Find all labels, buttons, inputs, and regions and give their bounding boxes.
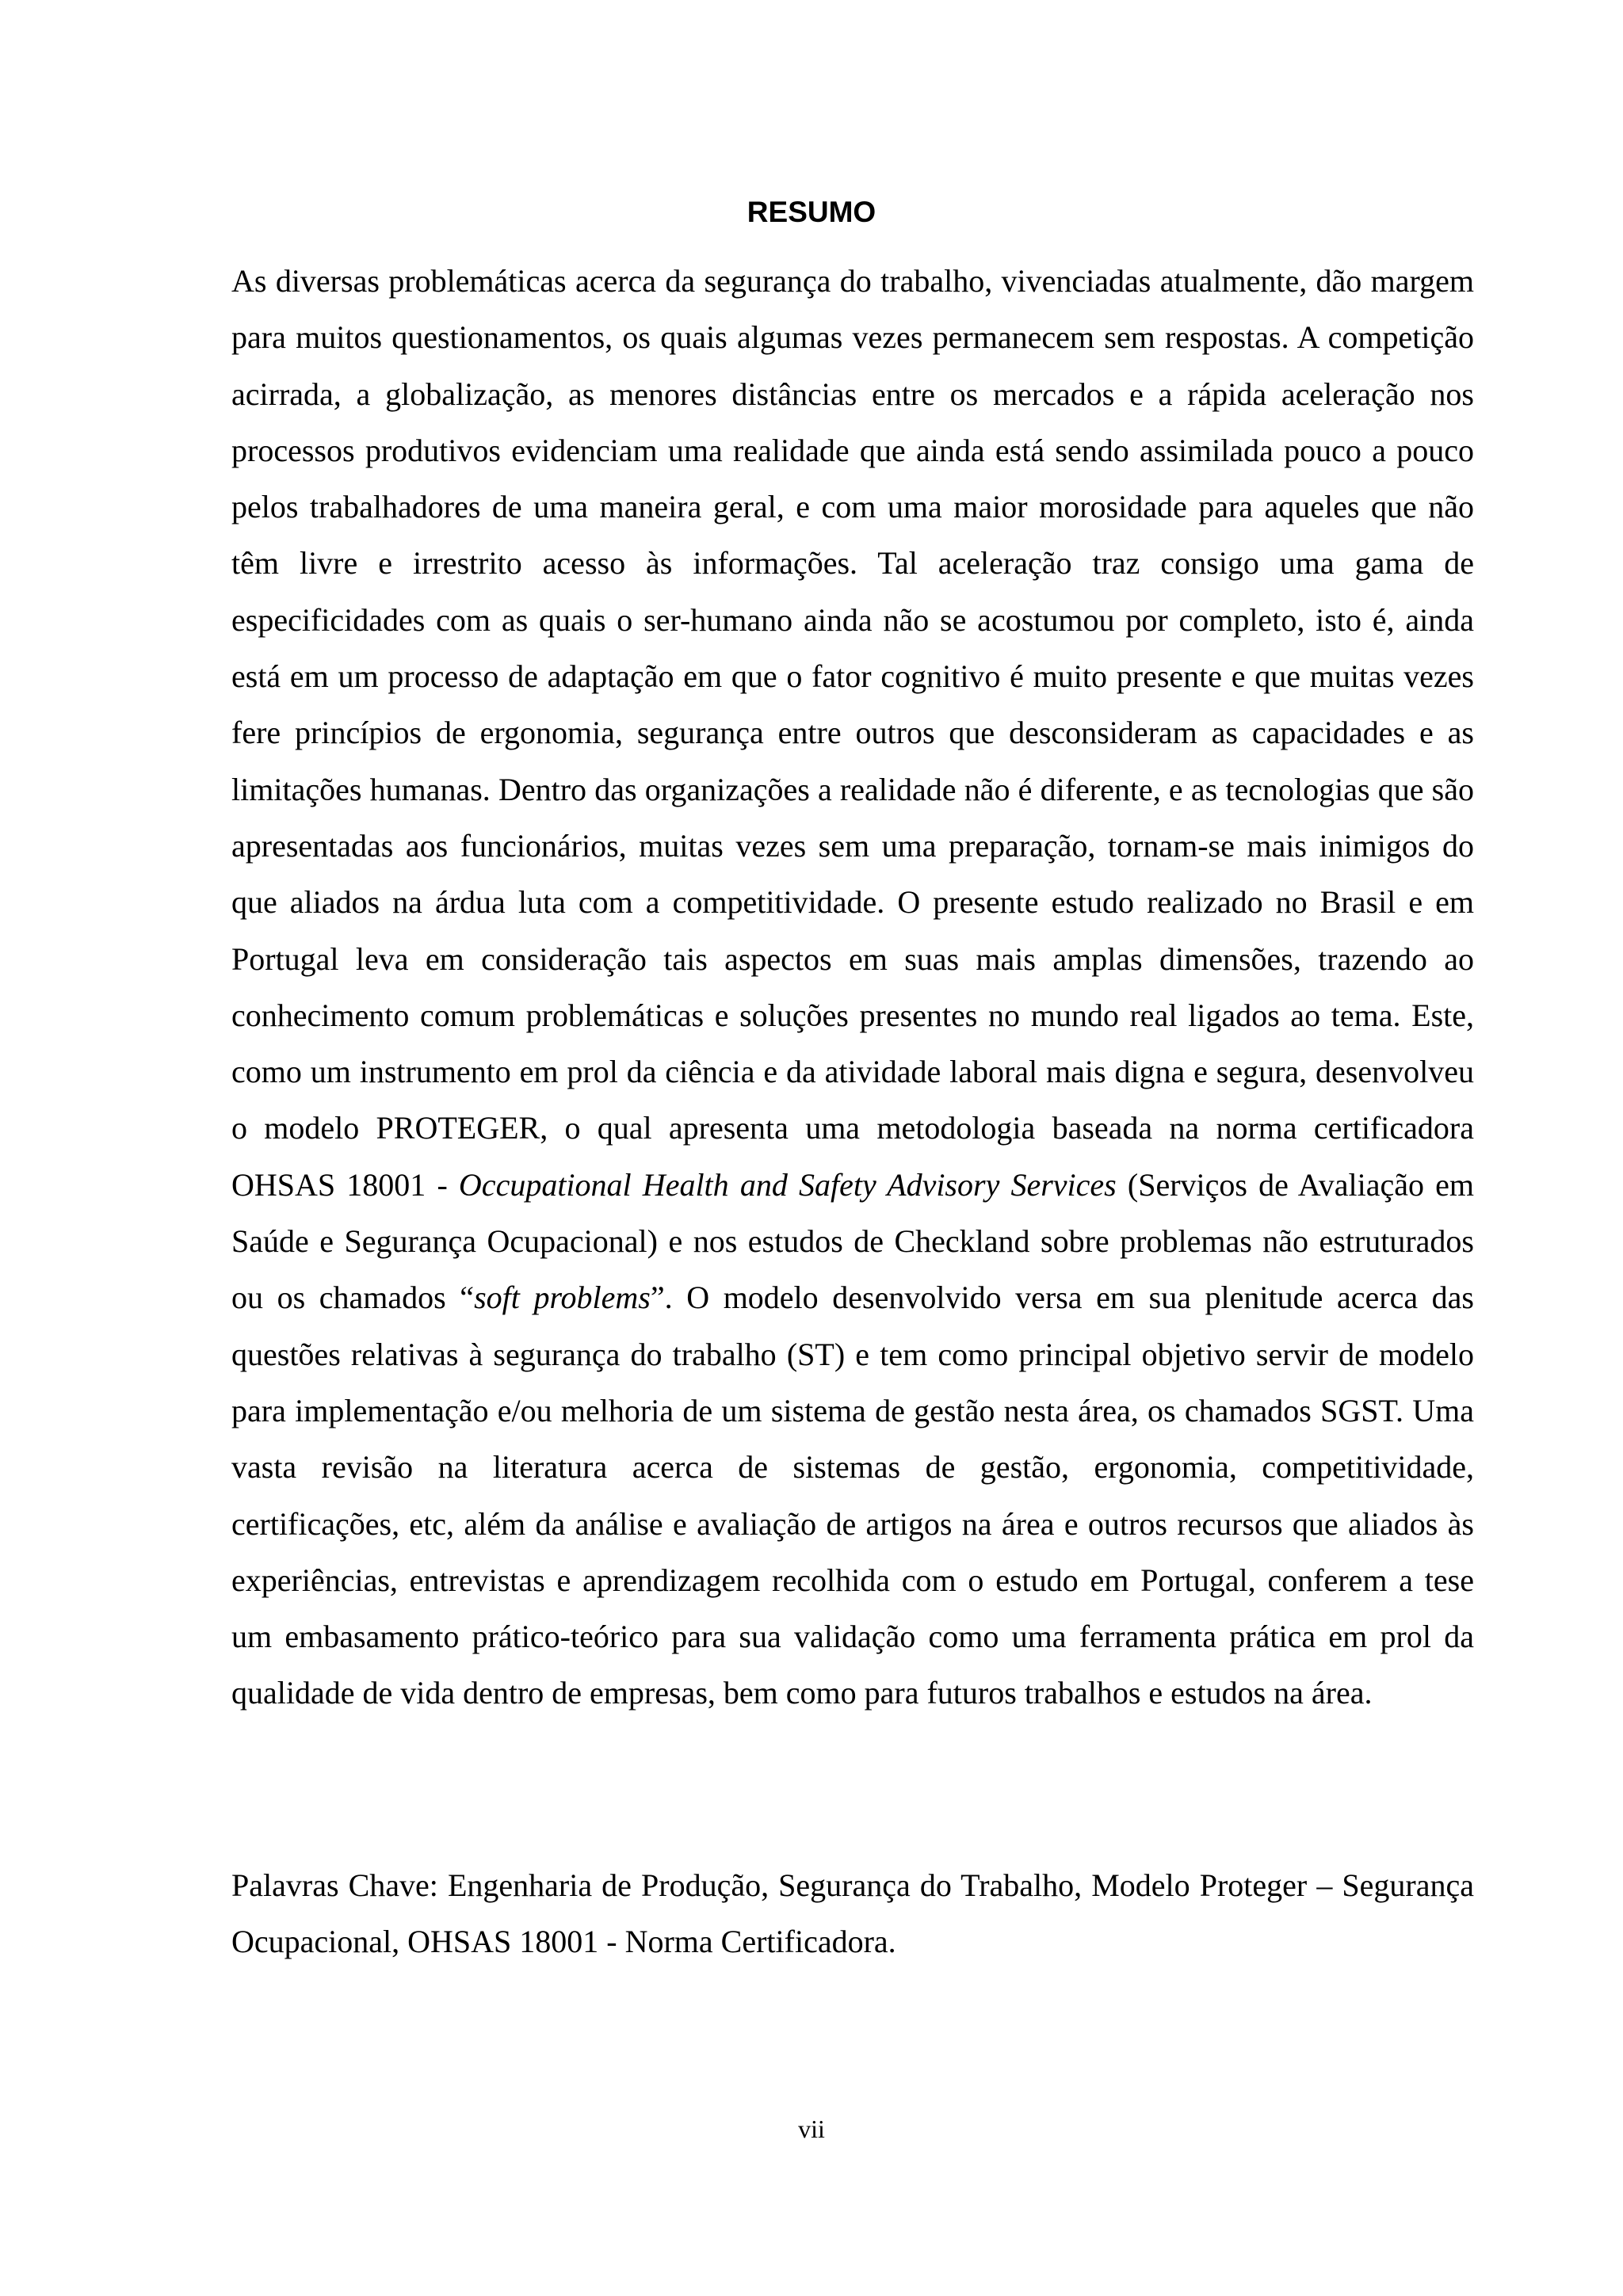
page-title: RESUMO [747,196,876,228]
abstract-italic-term-1: Occupational Health and Safety Advisory Services [458,1166,1117,1203]
page-number: vii [798,2115,825,2143]
keywords-paragraph: Palavras Chave: Engenharia de Produção, Segurança do Trabalho, Modelo Proteger – Segurança Ocupacional, OHSAS 18001 - Norma Certificadora. [231,1867,1474,1960]
abstract-italic-term-2: soft problems [474,1280,651,1316]
abstract-paragraph [231,253,1474,1722]
abstract-text-part-3: ”. O modelo desenvolvido versa em sua plenitude acerca das questões relativas à segurança do trabalho (ST) e tem como principal objetivo servir de modelo para implementação e/ou melhoria de um sistema de gestão nesta área, os chamados SGST. Uma vasta revisão na literatura acerca de sistemas de gestão, ergonomia, competitividade, certificações, etc, além da análise e avaliação de artigos na área e outros recursos que aliados às experiências, entrevistas e aprendizagem recolhida com o estudo em Portugal, conferem a tese um embasamento prático-teórico para sua validação como uma ferramenta prática em prol da qualidade de vida dentro de empresas, bem como para futuros trabalhos e estudos na área. [231,1280,1474,1711]
abstract-text-part-1: As diversas problemáticas acerca da segurança do trabalho, vivenciadas atualmente, dão margem para muitos questionamentos, os quais algumas vezes permanecem sem respostas. A competição acirrada, a globalização, as menores distâncias entre os mercados e a rápida aceleração nos processos produtivos evidenciam uma realidade que ainda está sendo assimilada pouco a pouco pelos trabalhadores de uma maneira geral, e com uma maior morosidade para aqueles que não têm livre e irrestrito acesso às informações. Tal aceleração traz consigo uma gama de especificidades com as quais o ser-humano ainda não se acostumou por completo, isto é, ainda está em um processo de adaptação em que o fator cognitivo é muito presente e que muitas vezes fere princípios de ergonomia, segurança entre outros que desconsideram as capacidades e as limitações humanas. Dentro das organizações a realidade não é diferente, e as tecnologias que são apresentadas aos funcionários, muitas vezes sem uma preparação, tornam-se mais inimigos do que aliados na árdua luta com a competitividade. O presente estudo realizado no Brasil e em Portugal leva em consideração tais aspectos em suas mais amplas dimensões, trazendo ao conhecimento comum problemáticas e soluções presentes no mundo real ligados ao tema. Este, como um instrumento em prol da ciência e da atividade laboral mais digna e segura, desenvolveu o modelo PROTEGER, o qual apresenta uma metodologia baseada na norma certificadora OHSAS 18001 - [231,263,1474,1203]
abstract-text-part-2: (Serviços de Avaliação em Saúde e Segurança Ocupacional) e nos estudos de Checkland sobre problemas não estruturados ou os chamados “ [231,1166,1474,1316]
